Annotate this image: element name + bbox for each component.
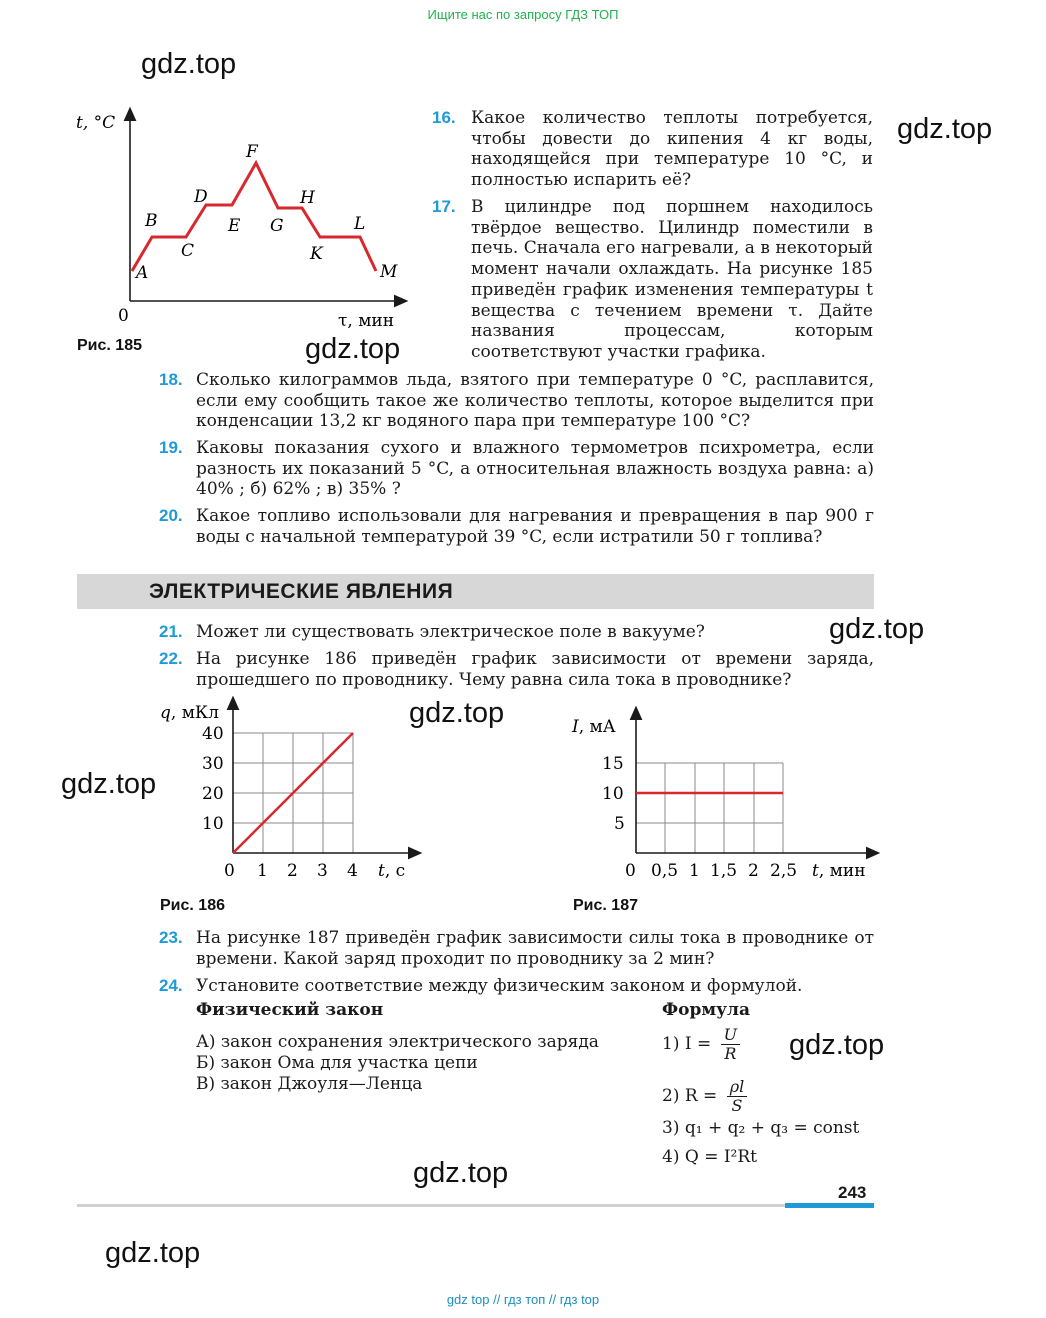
point-label: F bbox=[246, 142, 258, 162]
problem-text: Какое количество теплоты потребуется, чтобы довести до кипения 4 кг воды, находящейся при температуре 10 °C, и полностью испарить её? bbox=[471, 108, 873, 191]
y-axis-label: I, мА bbox=[572, 717, 616, 737]
law-item: В) закон Джоуля—Ленца bbox=[196, 1074, 423, 1094]
problem-number: 22. bbox=[159, 649, 183, 668]
y-tick-label: 20 bbox=[202, 784, 224, 804]
problem-text: Установите соответствие между физическим законом и формулой. bbox=[196, 976, 803, 996]
fraction bbox=[727, 1078, 748, 1115]
problem-number: 24. bbox=[159, 976, 183, 995]
temperature-curve bbox=[132, 163, 376, 271]
watermark: gdz.top bbox=[413, 1157, 509, 1189]
problem-number: 23. bbox=[159, 928, 183, 947]
x-tick-label: 1 bbox=[257, 861, 268, 881]
x-tick-label: 1 bbox=[689, 861, 700, 881]
watermark: gdz.top bbox=[61, 768, 157, 800]
problem-text: На рисунке 187 приведён график зависимости силы тока в проводнике от времени. Какой заряд проходит по проводнику за 2 мин? bbox=[196, 928, 874, 969]
x-axis-label: t, с bbox=[378, 861, 406, 881]
footer-rule-accent bbox=[785, 1203, 874, 1208]
problem-number: 16. bbox=[432, 108, 456, 127]
x-tick-label: 1,5 bbox=[710, 861, 738, 881]
problem-number: 20. bbox=[159, 506, 183, 525]
y-axis-label: q, мКл bbox=[160, 703, 219, 723]
x-tick-label: 3 bbox=[317, 861, 328, 881]
watermark: gdz.top bbox=[897, 113, 993, 145]
problem-text: Какое топливо использовали для нагревания и превращения в пар 900 г воды с начальной температурой 39 °C, если истратили 50 г топлива? bbox=[196, 506, 874, 547]
bottom-banner[interactable]: gdz top // гдз топ // гдз top bbox=[446, 1292, 600, 1307]
point-label: G bbox=[270, 216, 284, 236]
watermark: gdz.top bbox=[829, 613, 925, 645]
x-tick-label: 4 bbox=[347, 861, 358, 881]
figure-caption: Рис. 185 bbox=[77, 337, 142, 354]
y-tick-label: 5 bbox=[614, 814, 625, 834]
problem-number: 19. bbox=[159, 438, 183, 457]
denominator: R bbox=[721, 1044, 740, 1063]
figure-187-chart bbox=[560, 706, 880, 886]
problem-text: Может ли существовать электрическое поле в вакууме? bbox=[196, 622, 705, 642]
formula-ohm-law bbox=[662, 1026, 740, 1063]
point-label: E bbox=[228, 216, 241, 236]
numerator: U bbox=[723, 1025, 738, 1044]
x-axis-label: τ, мин bbox=[338, 311, 395, 331]
point-label: M bbox=[380, 262, 398, 282]
y-tick-label: 10 bbox=[202, 814, 224, 834]
x-tick-label: 2 bbox=[287, 861, 298, 881]
y-axis-label: t, °C bbox=[76, 113, 116, 133]
problem-text: В цилиндре под поршнем находилось твёрдое вещество. Цилиндр поместили в печь. Сначала его нагревали, а в некоторый момент начали охлаждать. На рисунке 185 приведён график изменения температуры t вещества с течением времени τ. Дайте названия процессам, которым соответствуют участки графика. bbox=[471, 197, 873, 362]
page-number: 243 bbox=[838, 1183, 867, 1202]
watermark: gdz.top bbox=[105, 1237, 201, 1269]
law-item: А) закон сохранения электрического заряда bbox=[196, 1032, 599, 1052]
point-label: B bbox=[145, 211, 158, 231]
law-item: Б) закон Ома для участка цепи bbox=[196, 1053, 478, 1073]
figure-caption: Рис. 186 bbox=[160, 897, 225, 914]
problem-number: 17. bbox=[432, 197, 456, 216]
formula-charge-conservation: 3) q₁ + q₂ + q₃ = const bbox=[662, 1118, 860, 1138]
point-label: A bbox=[136, 263, 149, 283]
point-label: K bbox=[310, 244, 323, 264]
figure-185-chart bbox=[70, 105, 415, 337]
x-axis-label: t, мин bbox=[812, 861, 866, 881]
point-label: D bbox=[194, 187, 208, 207]
denominator: S bbox=[727, 1096, 748, 1115]
y-tick-label: 40 bbox=[202, 724, 224, 744]
top-banner[interactable]: Ищите нас по запросу ГДЗ ТОП bbox=[427, 7, 619, 22]
numerator: ρl bbox=[729, 1077, 745, 1096]
point-label: C bbox=[181, 241, 195, 261]
watermark: gdz.top bbox=[409, 697, 505, 729]
laws-column-header: Физический закон bbox=[196, 1000, 384, 1020]
formula-prefix: 2) R = bbox=[662, 1086, 718, 1106]
formulas-column-header: Формула bbox=[662, 1000, 751, 1020]
formula-resistance bbox=[662, 1078, 747, 1115]
origin-label: 0 bbox=[625, 861, 636, 881]
section-header bbox=[77, 574, 874, 609]
grid bbox=[636, 763, 783, 853]
origin-label: 0 bbox=[118, 306, 129, 326]
formula-joule-lenz: 4) Q = I²Rt bbox=[662, 1147, 758, 1167]
problem-text: Каковы показания сухого и влажного термометров психрометра, если разность их показаний 5 °C, а относительная влажность воздуха равна: а) 40% ; б) 62% ; в) 35% ? bbox=[196, 438, 874, 500]
problem-number: 21. bbox=[159, 622, 183, 641]
point-label: L bbox=[354, 214, 366, 234]
watermark: gdz.top bbox=[789, 1029, 885, 1061]
x-tick-label: 2 bbox=[748, 861, 759, 881]
watermark: gdz.top bbox=[141, 48, 237, 80]
y-tick-label: 15 bbox=[602, 754, 624, 774]
footer-rule bbox=[77, 1204, 785, 1207]
figure-186-chart bbox=[150, 696, 425, 886]
section-title: ЭЛЕКТРИЧЕСКИЕ ЯВЛЕНИЯ bbox=[149, 580, 454, 603]
formula-prefix: 1) I = bbox=[662, 1034, 712, 1054]
x-tick-label: 2,5 bbox=[770, 861, 798, 881]
problem-number: 18. bbox=[159, 370, 183, 389]
y-tick-label: 10 bbox=[602, 784, 624, 804]
y-tick-label: 30 bbox=[202, 754, 224, 774]
watermark: gdz.top bbox=[305, 333, 401, 365]
figure-caption: Рис. 187 bbox=[573, 897, 638, 914]
point-label: H bbox=[300, 188, 315, 208]
origin-label: 0 bbox=[224, 861, 235, 881]
x-tick-label: 0,5 bbox=[651, 861, 679, 881]
problem-text: Сколько килограммов льда, взятого при температуре 0 °C, расплавится, если ему сообщить такое же количество теплоты, которое выделится при конденсации 13,2 кг водяного пара при температуре 100 °C? bbox=[196, 370, 874, 432]
problem-text: На рисунке 186 приведён график зависимости от времени заряда, прошедшего по проводнику. Чему равна сила тока в проводнике? bbox=[196, 649, 874, 690]
fraction bbox=[721, 1026, 740, 1063]
